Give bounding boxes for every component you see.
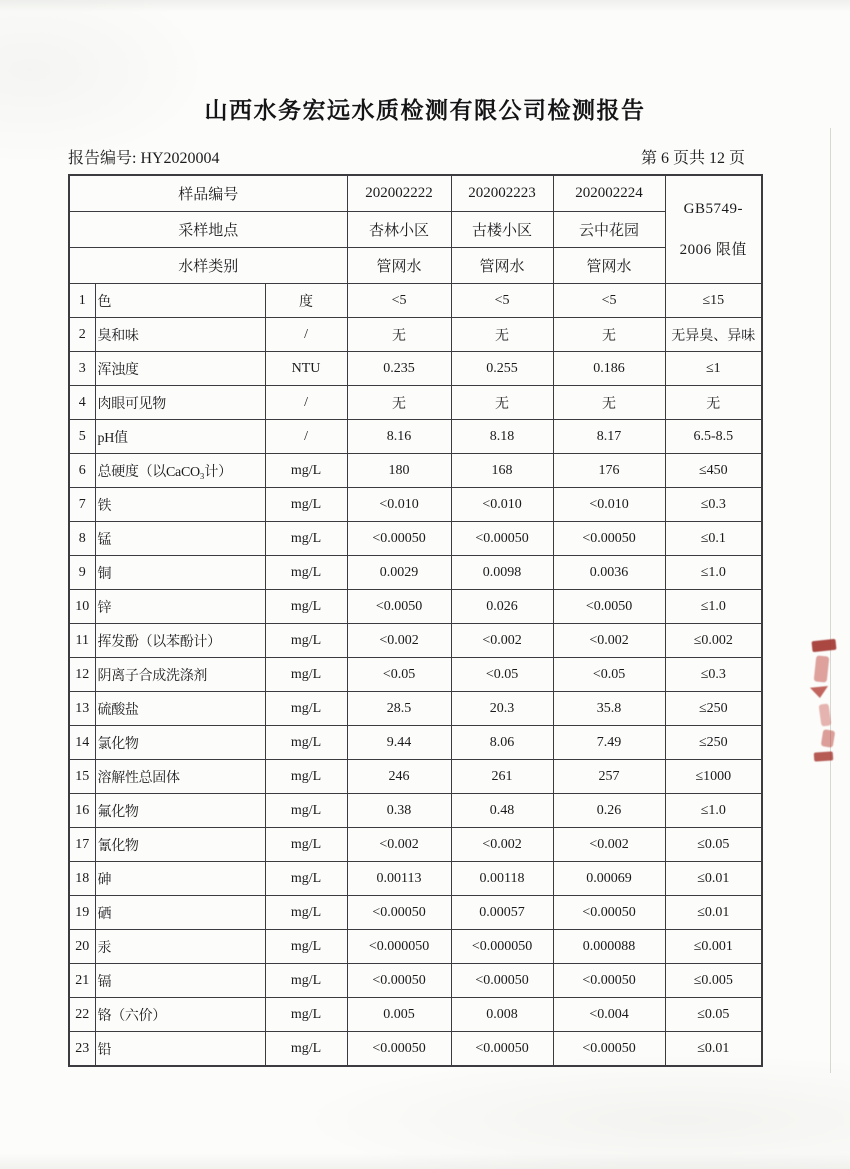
value-cell-sample1: 0.00113 <box>347 862 451 896</box>
row-number-cell: 14 <box>69 726 95 760</box>
value-cell-sample3: 7.49 <box>553 726 665 760</box>
value-cell-sample2: 20.3 <box>451 692 553 726</box>
row-number-cell: 1 <box>69 284 95 318</box>
table-row <box>69 794 762 828</box>
value-cell-sample2: 261 <box>451 760 553 794</box>
sample-no-label-cell: 样品编号 <box>69 175 347 212</box>
value-cell-sample1: 246 <box>347 760 451 794</box>
row-number-cell: 22 <box>69 998 95 1032</box>
parameter-name-cell: pH值 <box>95 420 265 454</box>
value-cell-sample2: <0.05 <box>451 658 553 692</box>
parameter-name-cell: 锰 <box>95 522 265 556</box>
table-row <box>69 998 762 1032</box>
limit-header-cell <box>665 175 762 284</box>
limit-value-cell: ≤250 <box>665 692 762 726</box>
report-meta <box>68 145 745 168</box>
value-cell-sample3: <0.002 <box>553 624 665 658</box>
unit-cell: mg/L <box>265 454 347 488</box>
parameter-name-cell: 总硬度（以CaCO₃计） <box>95 454 265 488</box>
unit-cell: mg/L <box>265 556 347 590</box>
value-cell-sample2: <0.000050 <box>451 930 553 964</box>
value-cell-sample1: 无 <box>347 386 451 420</box>
table-row <box>69 692 762 726</box>
unit-cell: / <box>265 318 347 352</box>
value-cell-sample2: 0.0098 <box>451 556 553 590</box>
value-cell-sample3: <0.00050 <box>553 1032 665 1067</box>
parameter-name-cell: 色 <box>95 284 265 318</box>
unit-cell: mg/L <box>265 488 347 522</box>
unit-cell: 度 <box>265 284 347 318</box>
parameter-name-cell: 肉眼可见物 <box>95 386 265 420</box>
row-number-cell: 9 <box>69 556 95 590</box>
table-row <box>69 726 762 760</box>
row-number-cell: 4 <box>69 386 95 420</box>
unit-cell: mg/L <box>265 760 347 794</box>
limit-value-cell: ≤1 <box>665 352 762 386</box>
table-row <box>69 862 762 896</box>
value-cell-sample1: 28.5 <box>347 692 451 726</box>
unit-cell: mg/L <box>265 522 347 556</box>
sample-no-cell: 202002222 <box>347 175 451 212</box>
seal-mark <box>814 751 834 761</box>
unit-cell: mg/L <box>265 692 347 726</box>
row-number-cell: 20 <box>69 930 95 964</box>
limit-value-cell: 无 <box>665 386 762 420</box>
row-number-cell: 3 <box>69 352 95 386</box>
unit-cell: / <box>265 386 347 420</box>
page-indicator: 第 6 页共 12 页 <box>640 150 745 167</box>
value-cell-sample3: 0.000088 <box>553 930 665 964</box>
value-cell-sample3: 35.8 <box>553 692 665 726</box>
value-cell-sample3: 0.0036 <box>553 556 665 590</box>
unit-cell: mg/L <box>265 964 347 998</box>
value-cell-sample2: <0.002 <box>451 624 553 658</box>
parameter-name-cell: 铬（六价） <box>95 998 265 1032</box>
value-cell-sample1: <0.002 <box>347 828 451 862</box>
value-cell-sample1: <0.010 <box>347 488 451 522</box>
limit-value-cell: ≤1.0 <box>665 794 762 828</box>
location-label-cell: 采样地点 <box>69 212 347 248</box>
value-cell-sample1: 0.38 <box>347 794 451 828</box>
parameter-name-cell: 锌 <box>95 590 265 624</box>
limit-value-cell: ≤0.05 <box>665 828 762 862</box>
limit-value-cell: ≤1.0 <box>665 556 762 590</box>
value-cell-sample1: 0.0029 <box>347 556 451 590</box>
table-row <box>69 454 762 488</box>
value-cell-sample3: <0.004 <box>553 998 665 1032</box>
limit-value-cell: ≤0.01 <box>665 862 762 896</box>
row-number-cell: 12 <box>69 658 95 692</box>
row-number-cell: 6 <box>69 454 95 488</box>
type-label-cell: 水样类别 <box>69 248 347 284</box>
value-cell-sample3: 0.00069 <box>553 862 665 896</box>
value-cell-sample2: <0.00050 <box>451 522 553 556</box>
value-cell-sample1: 无 <box>347 318 451 352</box>
value-cell-sample2: <0.002 <box>451 828 553 862</box>
row-number-cell: 23 <box>69 1032 95 1067</box>
parameter-name-cell: 氯化物 <box>95 726 265 760</box>
table-row <box>69 488 762 522</box>
value-cell-sample3: 8.17 <box>553 420 665 454</box>
value-cell-sample3: 0.186 <box>553 352 665 386</box>
value-cell-sample2: 0.00118 <box>451 862 553 896</box>
seal-mark <box>810 686 828 698</box>
limit-value-cell: ≤0.005 <box>665 964 762 998</box>
value-cell-sample3: <0.010 <box>553 488 665 522</box>
value-cell-sample1: 0.005 <box>347 998 451 1032</box>
value-cell-sample2: 0.255 <box>451 352 553 386</box>
limit-header-line2: 2006 限值 <box>679 241 747 258</box>
parameter-name-cell: 铅 <box>95 1032 265 1067</box>
seal-mark <box>819 703 832 726</box>
table-row <box>69 284 762 318</box>
unit-cell: mg/L <box>265 998 347 1032</box>
row-number-cell: 19 <box>69 896 95 930</box>
value-cell-sample2: 无 <box>451 386 553 420</box>
value-cell-sample1: <0.000050 <box>347 930 451 964</box>
value-cell-sample2: <0.010 <box>451 488 553 522</box>
unit-cell: mg/L <box>265 930 347 964</box>
row-number-cell: 11 <box>69 624 95 658</box>
unit-cell: NTU <box>265 352 347 386</box>
value-cell-sample2: 0.008 <box>451 998 553 1032</box>
value-cell-sample2: 无 <box>451 318 553 352</box>
row-number-cell: 7 <box>69 488 95 522</box>
parameter-name-cell: 氟化物 <box>95 794 265 828</box>
location-cell: 云中花园 <box>553 212 665 248</box>
table-row <box>69 964 762 998</box>
parameter-name-cell: 硫酸盐 <box>95 692 265 726</box>
sample-no-cell: 202002223 <box>451 175 553 212</box>
water-quality-table <box>68 174 763 1067</box>
value-cell-sample1: <0.002 <box>347 624 451 658</box>
row-number-cell: 8 <box>69 522 95 556</box>
row-number-cell: 16 <box>69 794 95 828</box>
value-cell-sample1: <0.0050 <box>347 590 451 624</box>
table-row <box>69 590 762 624</box>
sample-number-row <box>69 175 762 212</box>
value-cell-sample1: 9.44 <box>347 726 451 760</box>
row-number-cell: 13 <box>69 692 95 726</box>
value-cell-sample1: <0.00050 <box>347 1032 451 1067</box>
unit-cell: mg/L <box>265 794 347 828</box>
value-cell-sample2: 8.06 <box>451 726 553 760</box>
value-cell-sample2: <0.00050 <box>451 1032 553 1067</box>
parameter-name-cell: 溶解性总固体 <box>95 760 265 794</box>
limit-value-cell: 无异臭、异味 <box>665 318 762 352</box>
table-row <box>69 556 762 590</box>
parameter-name-cell: 氰化物 <box>95 828 265 862</box>
value-cell-sample3: <5 <box>553 284 665 318</box>
row-number-cell: 15 <box>69 760 95 794</box>
unit-cell: mg/L <box>265 624 347 658</box>
unit-cell: mg/L <box>265 1032 347 1067</box>
parameter-name-cell: 阴离子合成洗涤剂 <box>95 658 265 692</box>
limit-value-cell: ≤0.3 <box>665 658 762 692</box>
unit-cell: mg/L <box>265 862 347 896</box>
unit-cell: mg/L <box>265 828 347 862</box>
row-number-cell: 2 <box>69 318 95 352</box>
report-title: 山西水务宏远水质检测有限公司检测报告 <box>204 97 646 123</box>
table-row <box>69 760 762 794</box>
row-number-cell: 21 <box>69 964 95 998</box>
limit-value-cell: 6.5-8.5 <box>665 420 762 454</box>
parameter-name-cell: 浑浊度 <box>95 352 265 386</box>
parameter-name-cell: 铁 <box>95 488 265 522</box>
seal-mark <box>811 639 836 652</box>
value-cell-sample3: <0.05 <box>553 658 665 692</box>
value-cell-sample3: <0.0050 <box>553 590 665 624</box>
table-row <box>69 1032 762 1067</box>
value-cell-sample3: <0.00050 <box>553 964 665 998</box>
limit-value-cell: ≤0.3 <box>665 488 762 522</box>
row-number-cell: 10 <box>69 590 95 624</box>
parameter-name-cell: 砷 <box>95 862 265 896</box>
row-number-cell: 17 <box>69 828 95 862</box>
limit-value-cell: ≤15 <box>665 284 762 318</box>
value-cell-sample2: <0.00050 <box>451 964 553 998</box>
table-row <box>69 896 762 930</box>
value-cell-sample2: 8.18 <box>451 420 553 454</box>
value-cell-sample1: <5 <box>347 284 451 318</box>
scan-fold-line <box>830 128 831 1073</box>
table-header-rows <box>69 175 762 284</box>
value-cell-sample3: 无 <box>553 318 665 352</box>
report-number: 报告编号: HY2020004 <box>68 150 220 167</box>
value-cell-sample3: 257 <box>553 760 665 794</box>
limit-value-cell: ≤250 <box>665 726 762 760</box>
value-cell-sample3: <0.002 <box>553 828 665 862</box>
limit-value-cell: ≤1000 <box>665 760 762 794</box>
limit-value-cell: ≤450 <box>665 454 762 488</box>
table-row <box>69 386 762 420</box>
value-cell-sample1: <0.00050 <box>347 896 451 930</box>
value-cell-sample2: 0.00057 <box>451 896 553 930</box>
table-row <box>69 828 762 862</box>
limit-value-cell: ≤0.001 <box>665 930 762 964</box>
limit-value-cell: ≤1.0 <box>665 590 762 624</box>
table-row <box>69 318 762 352</box>
type-cell: 管网水 <box>347 248 451 284</box>
value-cell-sample1: 8.16 <box>347 420 451 454</box>
table-row <box>69 658 762 692</box>
parameter-name-cell: 臭和味 <box>95 318 265 352</box>
limit-header-line1: GB5749- <box>683 200 743 217</box>
parameter-name-cell: 挥发酚（以苯酚计） <box>95 624 265 658</box>
value-cell-sample1: 180 <box>347 454 451 488</box>
unit-cell: mg/L <box>265 896 347 930</box>
value-cell-sample3: <0.00050 <box>553 522 665 556</box>
value-cell-sample2: <5 <box>451 284 553 318</box>
parameter-name-cell: 硒 <box>95 896 265 930</box>
table-row <box>69 930 762 964</box>
table-row <box>69 352 762 386</box>
row-number-cell: 5 <box>69 420 95 454</box>
value-cell-sample1: 0.235 <box>347 352 451 386</box>
location-cell: 古楼小区 <box>451 212 553 248</box>
value-cell-sample3: 无 <box>553 386 665 420</box>
value-cell-sample3: 176 <box>553 454 665 488</box>
sample-no-cell: 202002224 <box>553 175 665 212</box>
limit-value-cell: ≤0.05 <box>665 998 762 1032</box>
value-cell-sample3: 0.26 <box>553 794 665 828</box>
limit-value-cell: ≤0.1 <box>665 522 762 556</box>
seal-mark <box>821 729 836 748</box>
value-cell-sample1: <0.00050 <box>347 522 451 556</box>
unit-cell: mg/L <box>265 590 347 624</box>
value-cell-sample3: <0.00050 <box>553 896 665 930</box>
value-cell-sample2: 0.48 <box>451 794 553 828</box>
value-cell-sample2: 168 <box>451 454 553 488</box>
parameter-name-cell: 汞 <box>95 930 265 964</box>
table-row <box>69 420 762 454</box>
value-cell-sample1: <0.00050 <box>347 964 451 998</box>
value-cell-sample2: 0.026 <box>451 590 553 624</box>
unit-cell: mg/L <box>265 658 347 692</box>
type-cell: 管网水 <box>553 248 665 284</box>
location-cell: 杏林小区 <box>347 212 451 248</box>
limit-value-cell: ≤0.01 <box>665 896 762 930</box>
type-cell: 管网水 <box>451 248 553 284</box>
red-seal-fragment <box>806 636 848 770</box>
limit-value-cell: ≤0.01 <box>665 1032 762 1067</box>
sample-type-row <box>69 248 762 284</box>
limit-value-cell: ≤0.002 <box>665 624 762 658</box>
table-row <box>69 624 762 658</box>
value-cell-sample1: <0.05 <box>347 658 451 692</box>
parameter-name-cell: 镉 <box>95 964 265 998</box>
sampling-location-row <box>69 212 762 248</box>
unit-cell: / <box>265 420 347 454</box>
table-row <box>69 522 762 556</box>
table-body <box>69 284 762 1067</box>
seal-mark <box>814 655 830 682</box>
parameter-name-cell: 铜 <box>95 556 265 590</box>
unit-cell: mg/L <box>265 726 347 760</box>
row-number-cell: 18 <box>69 862 95 896</box>
